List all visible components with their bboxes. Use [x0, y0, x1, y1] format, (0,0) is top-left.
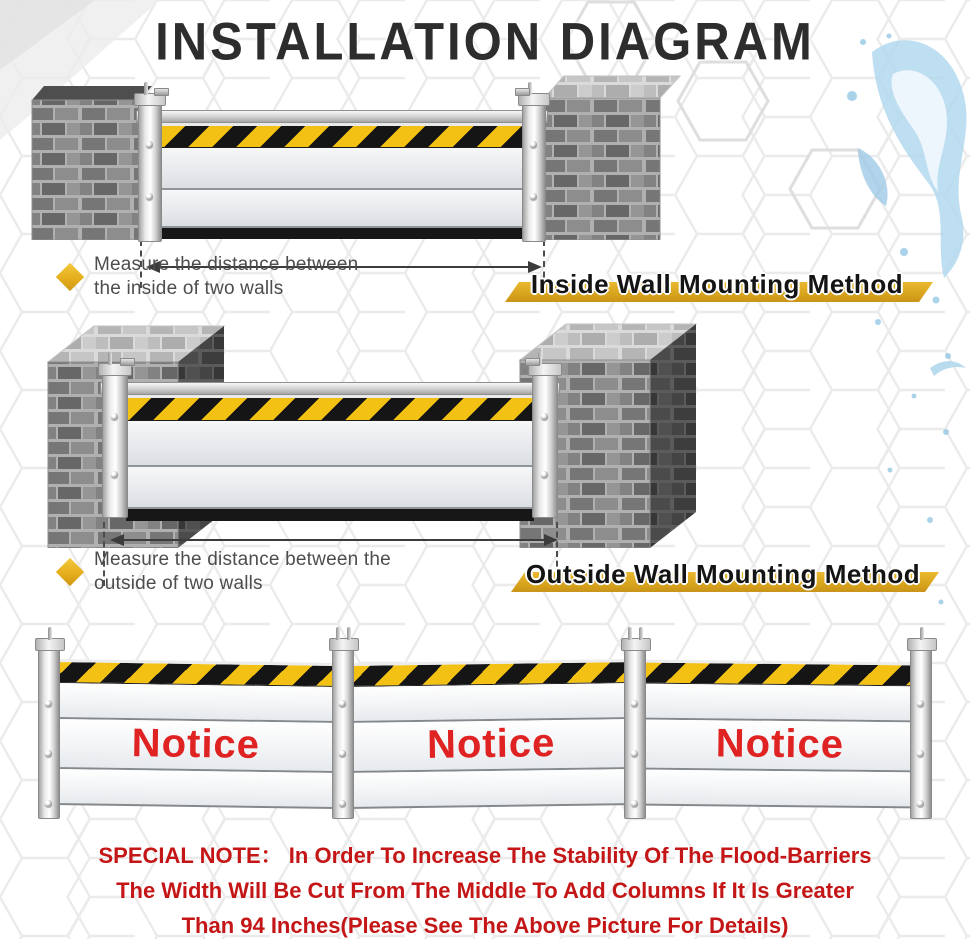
- screw-icon: [530, 193, 537, 200]
- clamp-bracket: [120, 358, 135, 366]
- caption-line: outside of two walls: [94, 573, 263, 594]
- banner-label: Inside Wall Mounting Method: [530, 269, 904, 299]
- clamp-bracket: [154, 88, 169, 96]
- locking-pin-icon: [336, 627, 340, 640]
- locking-pin-icon: [144, 82, 148, 95]
- mounting-post: [532, 366, 558, 518]
- banner-label: Outside Wall Mounting Method: [525, 559, 921, 589]
- barrier-section-1: [45, 659, 347, 809]
- hazard-stripe: [160, 123, 524, 148]
- notice-label: Notice: [426, 721, 556, 767]
- clamp-bracket: [525, 358, 540, 366]
- screw-icon: [631, 750, 638, 757]
- notice-label: Notice: [131, 721, 261, 767]
- notice-label: Notice: [715, 721, 845, 767]
- locking-pin-icon: [48, 627, 52, 640]
- mounting-post: [522, 96, 546, 242]
- post-cap: [329, 638, 359, 651]
- barrier-board: [160, 190, 524, 228]
- page-title: INSTALLATION DIAGRAM: [155, 12, 815, 72]
- bottom-seal: [160, 228, 524, 239]
- hazard-stripe: [637, 659, 925, 686]
- barrier-board: [160, 148, 524, 190]
- brick-pillar-right-1: [540, 68, 684, 240]
- barrier-section-2: [345, 659, 637, 809]
- caption-line: Measure the distance between: [94, 254, 359, 275]
- screw-icon: [339, 700, 346, 707]
- screw-icon: [541, 471, 548, 478]
- barrier-board: [636, 683, 924, 722]
- screw-icon: [917, 800, 924, 807]
- three-section-barrier: [38, 615, 938, 830]
- method-banner-outside: [500, 552, 946, 594]
- screw-icon: [146, 141, 153, 148]
- screw-icon: [917, 750, 924, 757]
- barrier-board: [347, 769, 637, 809]
- screw-icon: [631, 700, 638, 707]
- screw-icon: [45, 800, 52, 807]
- top-rail: [136, 110, 548, 123]
- locking-pin-icon: [639, 627, 643, 640]
- mounting-post: [38, 641, 60, 819]
- mounting-post: [910, 641, 932, 819]
- barrier-board: [635, 769, 923, 808]
- screw-icon: [339, 800, 346, 807]
- caption-line: the inside of two walls: [94, 278, 284, 299]
- mounting-post: [332, 641, 354, 819]
- screw-icon: [45, 750, 52, 757]
- screw-icon: [631, 800, 638, 807]
- clamp-bracket: [515, 88, 530, 96]
- mounting-post: [138, 96, 162, 242]
- screw-icon: [111, 471, 118, 478]
- screw-icon: [339, 750, 346, 757]
- bottom-seal: [126, 509, 534, 521]
- locking-pin-icon: [108, 352, 112, 365]
- locking-pin-icon: [920, 627, 924, 640]
- special-note-line: SPECIAL NOTE： In Order To Increase The Stability Of The Flood-Barriers: [98, 843, 872, 868]
- measure-caption-inside: [94, 253, 358, 301]
- barrier-board: [126, 467, 534, 509]
- caption-line: Measure the distance between the: [94, 549, 391, 570]
- barrier-board: [346, 719, 637, 773]
- barrier-section-3: [635, 659, 925, 808]
- screw-icon: [45, 700, 52, 707]
- post-cap: [621, 638, 651, 651]
- screw-icon: [530, 141, 537, 148]
- method-banner-inside: [494, 262, 940, 304]
- screw-icon: [146, 193, 153, 200]
- locking-pin-icon: [347, 627, 351, 640]
- screw-icon: [541, 413, 548, 420]
- barrier-board: [345, 683, 635, 723]
- hazard-stripe: [126, 395, 534, 421]
- barrier-board: [45, 769, 345, 809]
- special-note: [0, 838, 970, 939]
- mounting-post: [102, 366, 128, 518]
- locking-pin-icon: [628, 627, 632, 640]
- screw-icon: [917, 700, 924, 707]
- screw-icon: [111, 413, 118, 420]
- flood-barrier-outside: [100, 366, 560, 522]
- measure-arrow: [110, 531, 558, 549]
- barrier-board: [45, 719, 346, 773]
- mounting-post: [624, 641, 646, 819]
- special-note-line: The Width Will Be Cut From The Middle To Add Columns If It Is Greater: [116, 878, 854, 903]
- flood-barrier-inside: [136, 92, 548, 244]
- measure-caption-outside: [94, 548, 391, 596]
- barrier-board: [636, 719, 925, 772]
- barrier-board: [46, 683, 346, 723]
- top-rail: [100, 382, 560, 395]
- special-note-line: Than 94 Inches(Please See The Above Picture For Details): [181, 913, 789, 938]
- barrier-board: [126, 421, 534, 467]
